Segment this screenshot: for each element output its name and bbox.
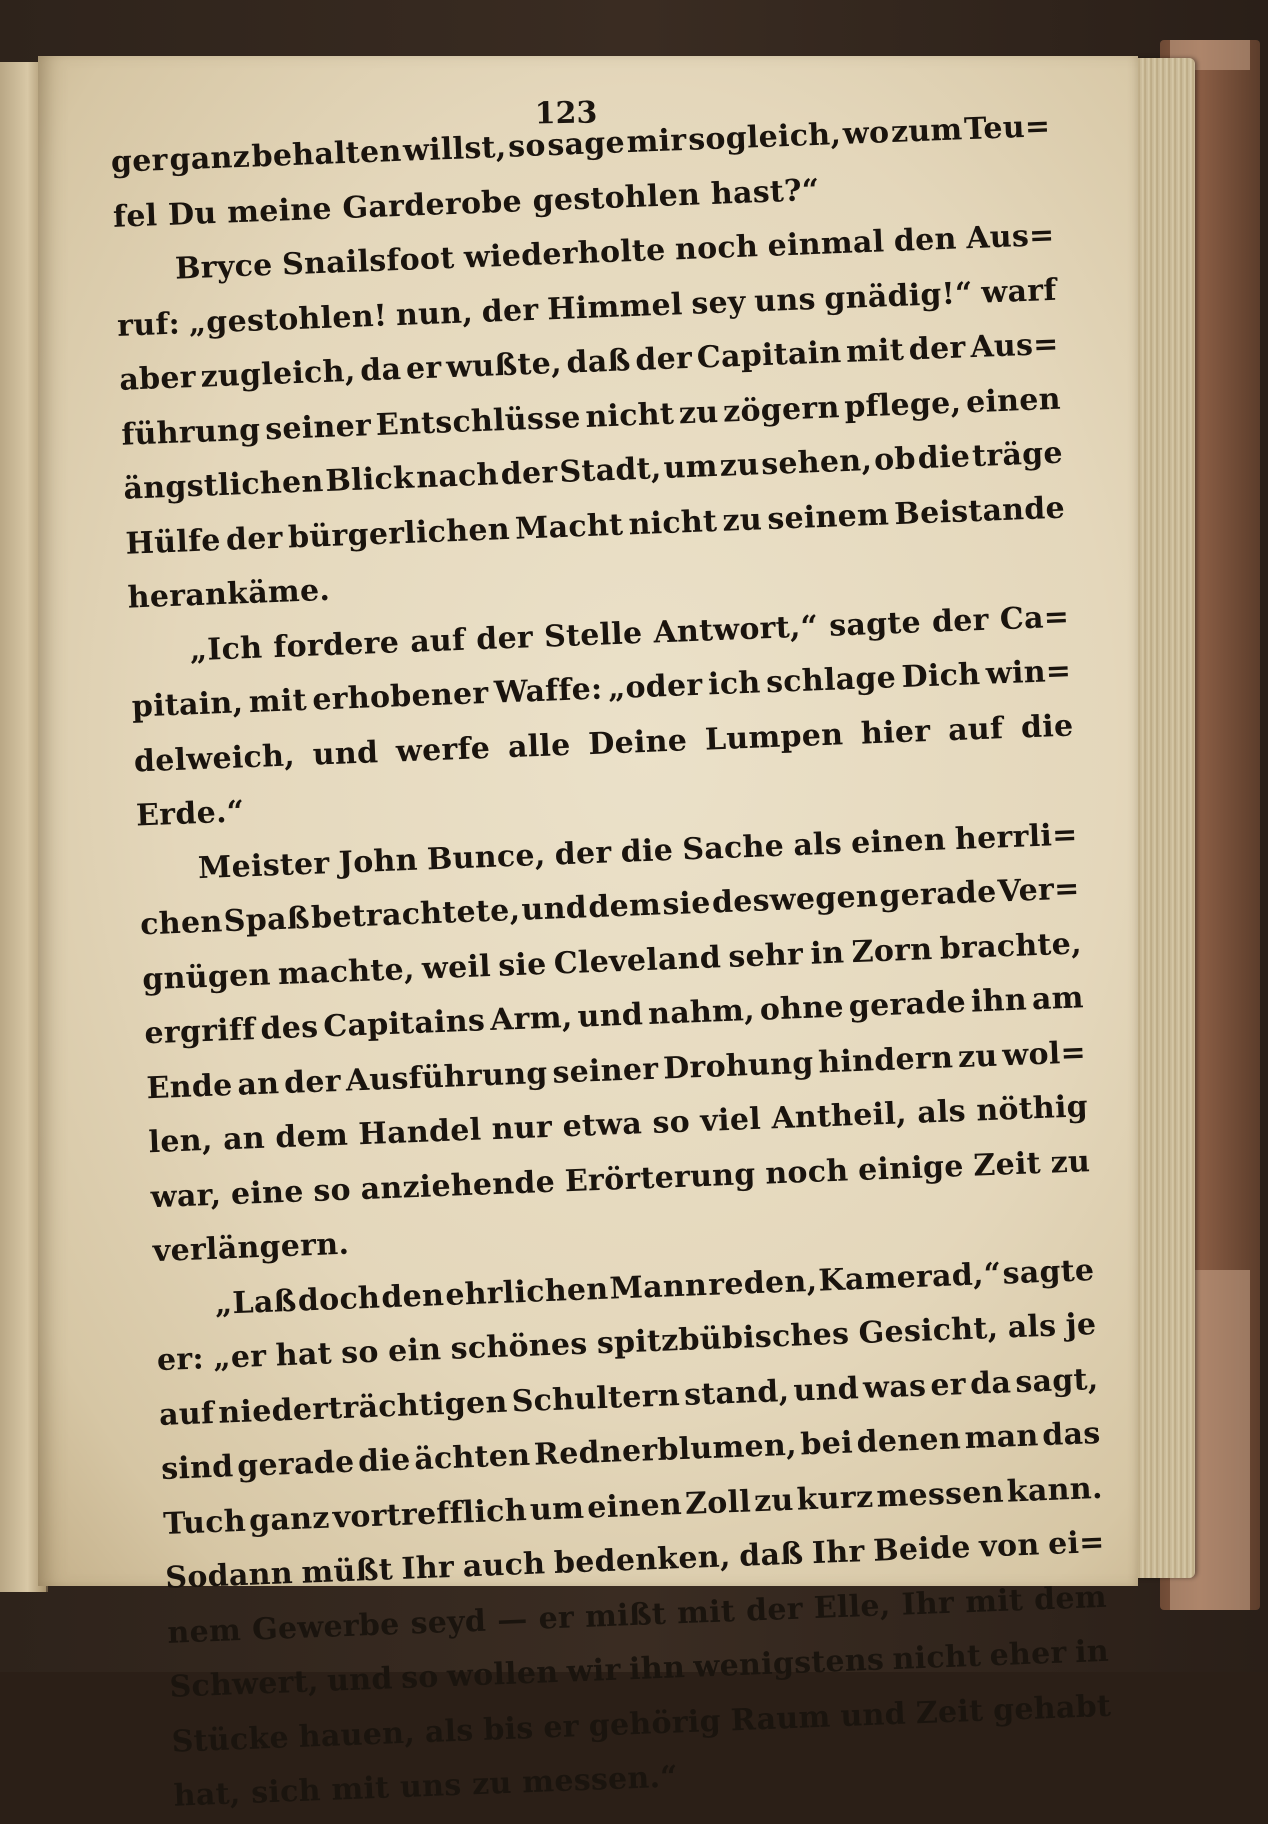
text-line: ger ganz behalten willst, so sage mir sogleich, wo zum Teu= [110,108,1051,180]
text-line: chen Spaß betrachtete, und dem sie deswegen gerade Ver= [139,871,1081,943]
text-line: war, eine so anziehende Erörterung noch einige Zeit zu [150,1143,1091,1215]
text-line: Stücke hauen, als bis er gehörig Raum und Zeit gehabt [171,1688,1112,1760]
text-line: Tuch ganz vortrefflich um einen Zoll zu kurz messen kann. [162,1470,1104,1542]
text-line: pitain, mit erhobener Waffe: „oder ich schlage Dich win= [131,653,1072,725]
book-page [38,56,1138,1814]
text-line: Erde.“ [135,794,245,834]
page-number: 123 [534,95,598,132]
text-line: auf niederträchtigen Schultern stand, und was er da sagt, [158,1361,1100,1433]
text-line: nem Gewerbe seyd — er mißt mit der Elle, Ihr mit dem [166,1579,1108,1651]
text-line: ruf: „gestohlen! nun, der Himmel sey uns gnädig!“ warf [116,272,1058,344]
text-line: gnügen machte, weil sie Cleveland sehr in Zorn brachte, [141,925,1083,997]
text-line: „Ich fordere auf der Stelle Antwort,“ sagte der Ca= [189,599,1070,668]
text-line: Ende an der Ausführung seiner Drohung hindern zu wol= [145,1034,1087,1106]
text-line: sind gerade die ächten Rednerblumen, bei denen man das [160,1415,1102,1488]
text-line: ergriff des Capitains Arm, und nahm, ohne gerade ihn am [143,980,1085,1052]
page-edges [1135,58,1195,1578]
text-line: Schwert, und so wollen wir ihn wenigstens nicht eher in [168,1633,1110,1705]
text-line: Sodann müßt Ihr auch bedenken, daß Ihr Beide von ei= [164,1524,1106,1596]
text-line: er: „er hat so ein schönes spitzbübisches Gesicht, als je [156,1307,1097,1379]
text-line: fel Du meine Garderobe gestohlen hast?“ [112,172,821,235]
text-line: delweich, und werfe alle Deine Lumpen hier auf die [133,707,1074,780]
text-line: len, an dem Handel nur etwa so viel Antheil, als nöthig [148,1089,1089,1161]
text-line: Hülfe der bürgerlichen Macht nicht zu seinem Beistande [124,490,1066,562]
text-line: herankäme. [127,572,331,616]
page-text [110,100,1114,1824]
text-line: hat, sich mit uns zu messen.“ [173,1759,679,1814]
text-line: Meister John Bunce, der die Sache als einen herrli= [197,816,1079,886]
text-line: aber zugleich, da er wußte, daß der Capitain mit der Aus= [118,326,1060,398]
text-line: ängstlichen Blick nach der Stadt, um zu sehen, ob die träge [122,435,1064,507]
text-line: „Laß doch den ehrlichen Mann reden, Kamerad,“ sagte [214,1252,1095,1322]
text-line: Bryce Snailsfoot wiederholte noch einmal den Aus= [174,217,1056,287]
text-line: verlängern. [152,1226,350,1270]
text-line: führung seiner Entschlüsse nicht zu zögern pflege, einen [120,381,1062,453]
